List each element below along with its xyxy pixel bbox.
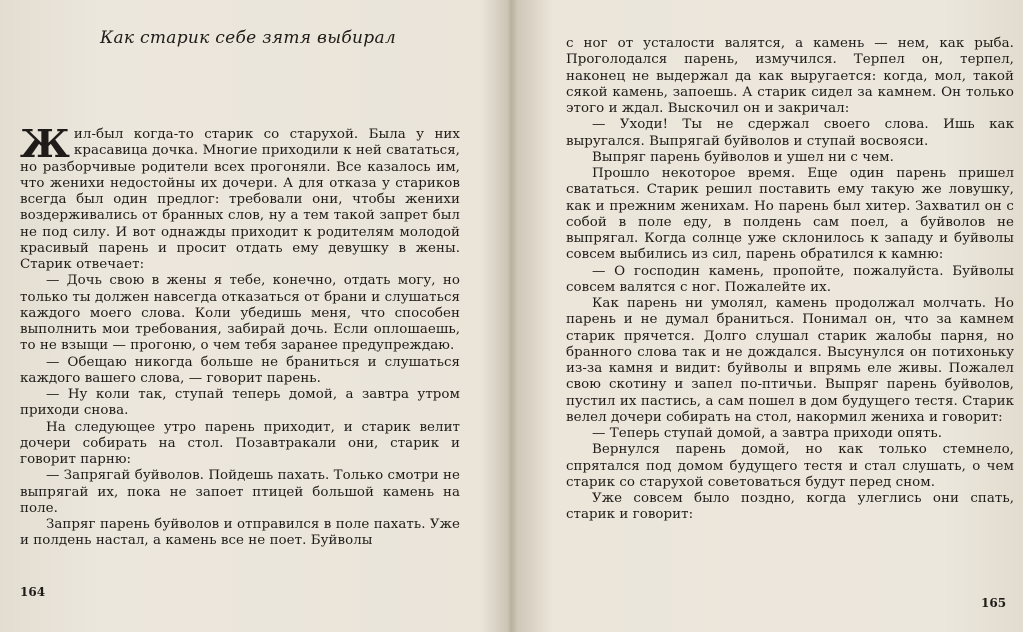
paragraph: Как парень ни умолял, камень продолжал молчать. Но парень и не думал браниться. Понимал он, что за камнем старик прячется. Долго слушал старик жалобы парня, но бранного слова так и не дождался. Высунулся он потихоньку из-за камня и видит: буйволы и впрямь еле живы. Пожалел свою скотину и запел по-птичьи. Выпряг парень буйволов, пустил их пастись, а сам пошел в дом будущего тестя. Старик велел дочери собирать на стол, накормил жениха и говорит: (566, 296, 1014, 425)
paragraph-text: ил-был когда-то старик со старухой. Была у них красавица дочка. Многие приходили к ней свататься, но разборчивые родители всех прогоняли. Все казалось им, что женихи недостойны их дочери. А для отказа у стариков всегда был один предлог: требовали они, чтобы женихи воздерживались от бранных слов, ну а тем такой запрет был не под силу. И вот однажды приходит к родителям молодой красивый парень и просит отдать ему девушку в жены. Старик отвечает: (20, 127, 460, 272)
page-number-right: 165 (981, 596, 1007, 610)
paragraph: Прошло некоторое время. Еще один парень пришел свататься. Старик решил поставить ему такую же ловушку, как и прежним женихам. Но парень был хитер. Захватил он с собой в поле еду, в полдень сам поел, а буйволов не выпрягал. Когда солнце уже склонилось к западу и буйволы совсем выбились из сил, парень обратился к камню: (566, 166, 1014, 263)
right-page (512, 0, 1023, 632)
right-page-text (566, 36, 1014, 524)
page-number-left: 164 (20, 585, 46, 599)
paragraph: с ног от усталости валятся, а камень — нем, как рыба. Проголодался парень, измучился. Терпел он, терпел, наконец не выдержал да как выругается: когда, мол, такой сякой камень, запоешь. А старик сидел за камнем. Он только этого и ждал. Выскочил он и закричал: (566, 36, 1014, 116)
paragraph: Выпряг парень буйволов и ушел ни с чем. (592, 149, 894, 165)
paragraph: Уже совсем было поздно, когда улеглись они спать, старик и говорит: (566, 491, 1014, 523)
paragraph: — Ну коли так, ступай теперь домой, а завтра утром приходи снова. (20, 387, 460, 419)
drop-cap: Ж (20, 121, 70, 166)
paragraph: Вернулся парень домой, но как только стемнело, спрятался под домом будущего тестя и стал слушать, о чем старик со старухой советоваться будут перед сном. (566, 442, 1014, 490)
paragraph: Запряг парень буйволов и отправился в поле пахать. Уже и полдень настал, а камень все не поет. Буйволы (20, 517, 460, 549)
paragraph: — Дочь свою в жены я тебе, конечно, отдать могу, но только ты должен навсегда отказаться от брани и слушаться каждого моего слова. Коли убедишь меня, что способен выполнить мои требования, забирай дочь. Если оплошаешь, то не взыщи — прогоню, о чем тебя заранее предупреждаю. (20, 273, 460, 354)
left-page (0, 0, 505, 632)
paragraph: — Теперь ступай домой, а завтра приходи опять. (592, 426, 943, 441)
paragraph: — Обещаю никогда больше не браниться и слушаться каждого вашего слова, — говорит парень. (20, 354, 460, 386)
chapter-title: Как старик себе зятя выбирал (100, 28, 397, 48)
paragraph: — Уходи! Ты не сдержал своего слова. Ишь как выругался. Выпрягай буйволов и ступай восвояси. (566, 117, 1014, 149)
paragraph (20, 121, 460, 273)
left-page-text (20, 121, 460, 550)
paragraph: — О господин камень, пропойте, пожалуйста. Буйволы совсем валятся с ног. Пожалейте их. (566, 263, 1014, 295)
paragraph: — Запрягай буйволов. Пойдешь пахать. Только смотри не выпрягай их, пока не запоет птицей большой камень на поле. (20, 468, 460, 516)
paragraph: На следующее утро парень приходит, и старик велит дочери собирать на стол. Позавтракали они, старик и говорит парню: (20, 419, 460, 467)
